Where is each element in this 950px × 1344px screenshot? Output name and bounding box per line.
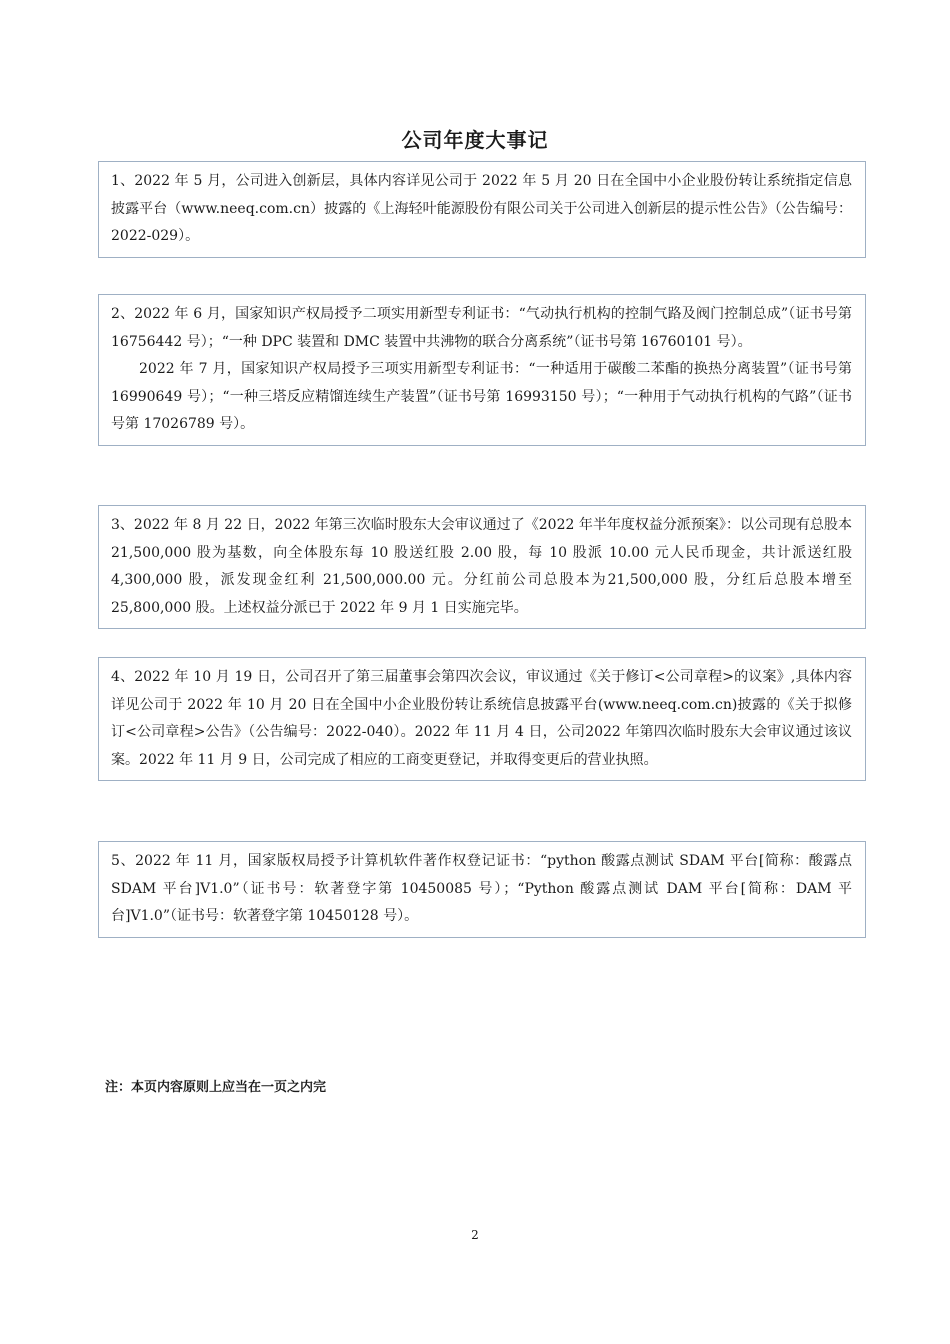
page-number: 2 — [471, 1228, 479, 1242]
event-box-4 — [98, 657, 866, 781]
event-paragraph: 5、2022 年 11 月，国家版权局授予计算机软件著作权登记证书：“python 酸露点测试 SDAM 平台[简称：酸露点 SDAM 平台]V1.0”（证书号：软著登字第 10450085 号）；“Python 酸露点测试 DAM 平台[简称：DAM 平台]V1.0”（证书号：软著登字第 10450128 号）。 — [111, 853, 852, 924]
event-paragraph: 4、2022 年 10 月 19 日，公司召开了第三届董事会第四次会议，审议通过《关于修订<公司章程>的议案》,具体内容详见公司于 2022 年 10 月 20 日在全国中小企业股份转让系统信息披露平台(www.neeq.com.cn)披露的《关于拟修订<公司章程>公告》（公告编号：2022-040）。2022 年 11 月 4 日，公司2022 年第四次临时股东大会审议通过该议案。2022 年 11 月 9 日，公司完成了相应的工商变更登记，并取得变更后的营业执照。 — [111, 669, 852, 768]
event-box-5 — [98, 841, 866, 938]
event-paragraph: 2、2022 年 6 月，国家知识产权局授予二项实用新型专利证书：“气动执行机构的控制气路及阀门控制总成”（证书号第 16756442 号）；“一种 DPC 装置和 DMC 装置中共沸物的联合分离系统”（证书号第 16760101 号）。 — [111, 306, 852, 350]
event-box-1 — [98, 161, 866, 258]
event-paragraph: 2022 年 7 月，国家知识产权局授予三项实用新型专利证书：“一种适用于碳酸二苯酯的换热分离装置”（证书号第 16990649 号）；“一种三塔反应精馏连续生产装置”（证书号第 16993150 号）；“一种用于气动执行机构的气路”（证书号第 17026789 号）。 — [111, 361, 852, 432]
event-paragraph: 3、2022 年 8 月 22 日，2022 年第三次临时股东大会审议通过了《2022 年半年度权益分派预案》：以公司现有总股本 21,500,000 股为基数，向全体股东每 10 股送红股 2.00 股，每 10 股派 10.00 元人民币现金，共计派送红股 4,300,000 股，派发现金红利 21,500,000.00 元。分红前公司总股本为21,500,000 股，分红后总股本增至 25,800,000 股。上述权益分派已于 2022 年 9 月 1 日实施完毕。 — [111, 517, 852, 616]
event-box-3 — [98, 505, 866, 629]
event-paragraph: 1、2022 年 5 月，公司进入创新层，具体内容详见公司于 2022 年 5 月 20 日在全国中小企业股份转让系统指定信息披露平台（www.neeq.com.cn）披露的《上海轻叶能源股份有限公司关于公司进入创新层的提示性公告》（公告编号：2022-029）。 — [111, 173, 852, 244]
page-title: 公司年度大事记 — [401, 128, 549, 152]
page-note: 注：本页内容原则上应当在一页之内完 — [105, 1080, 327, 1095]
event-box-2 — [98, 294, 866, 446]
